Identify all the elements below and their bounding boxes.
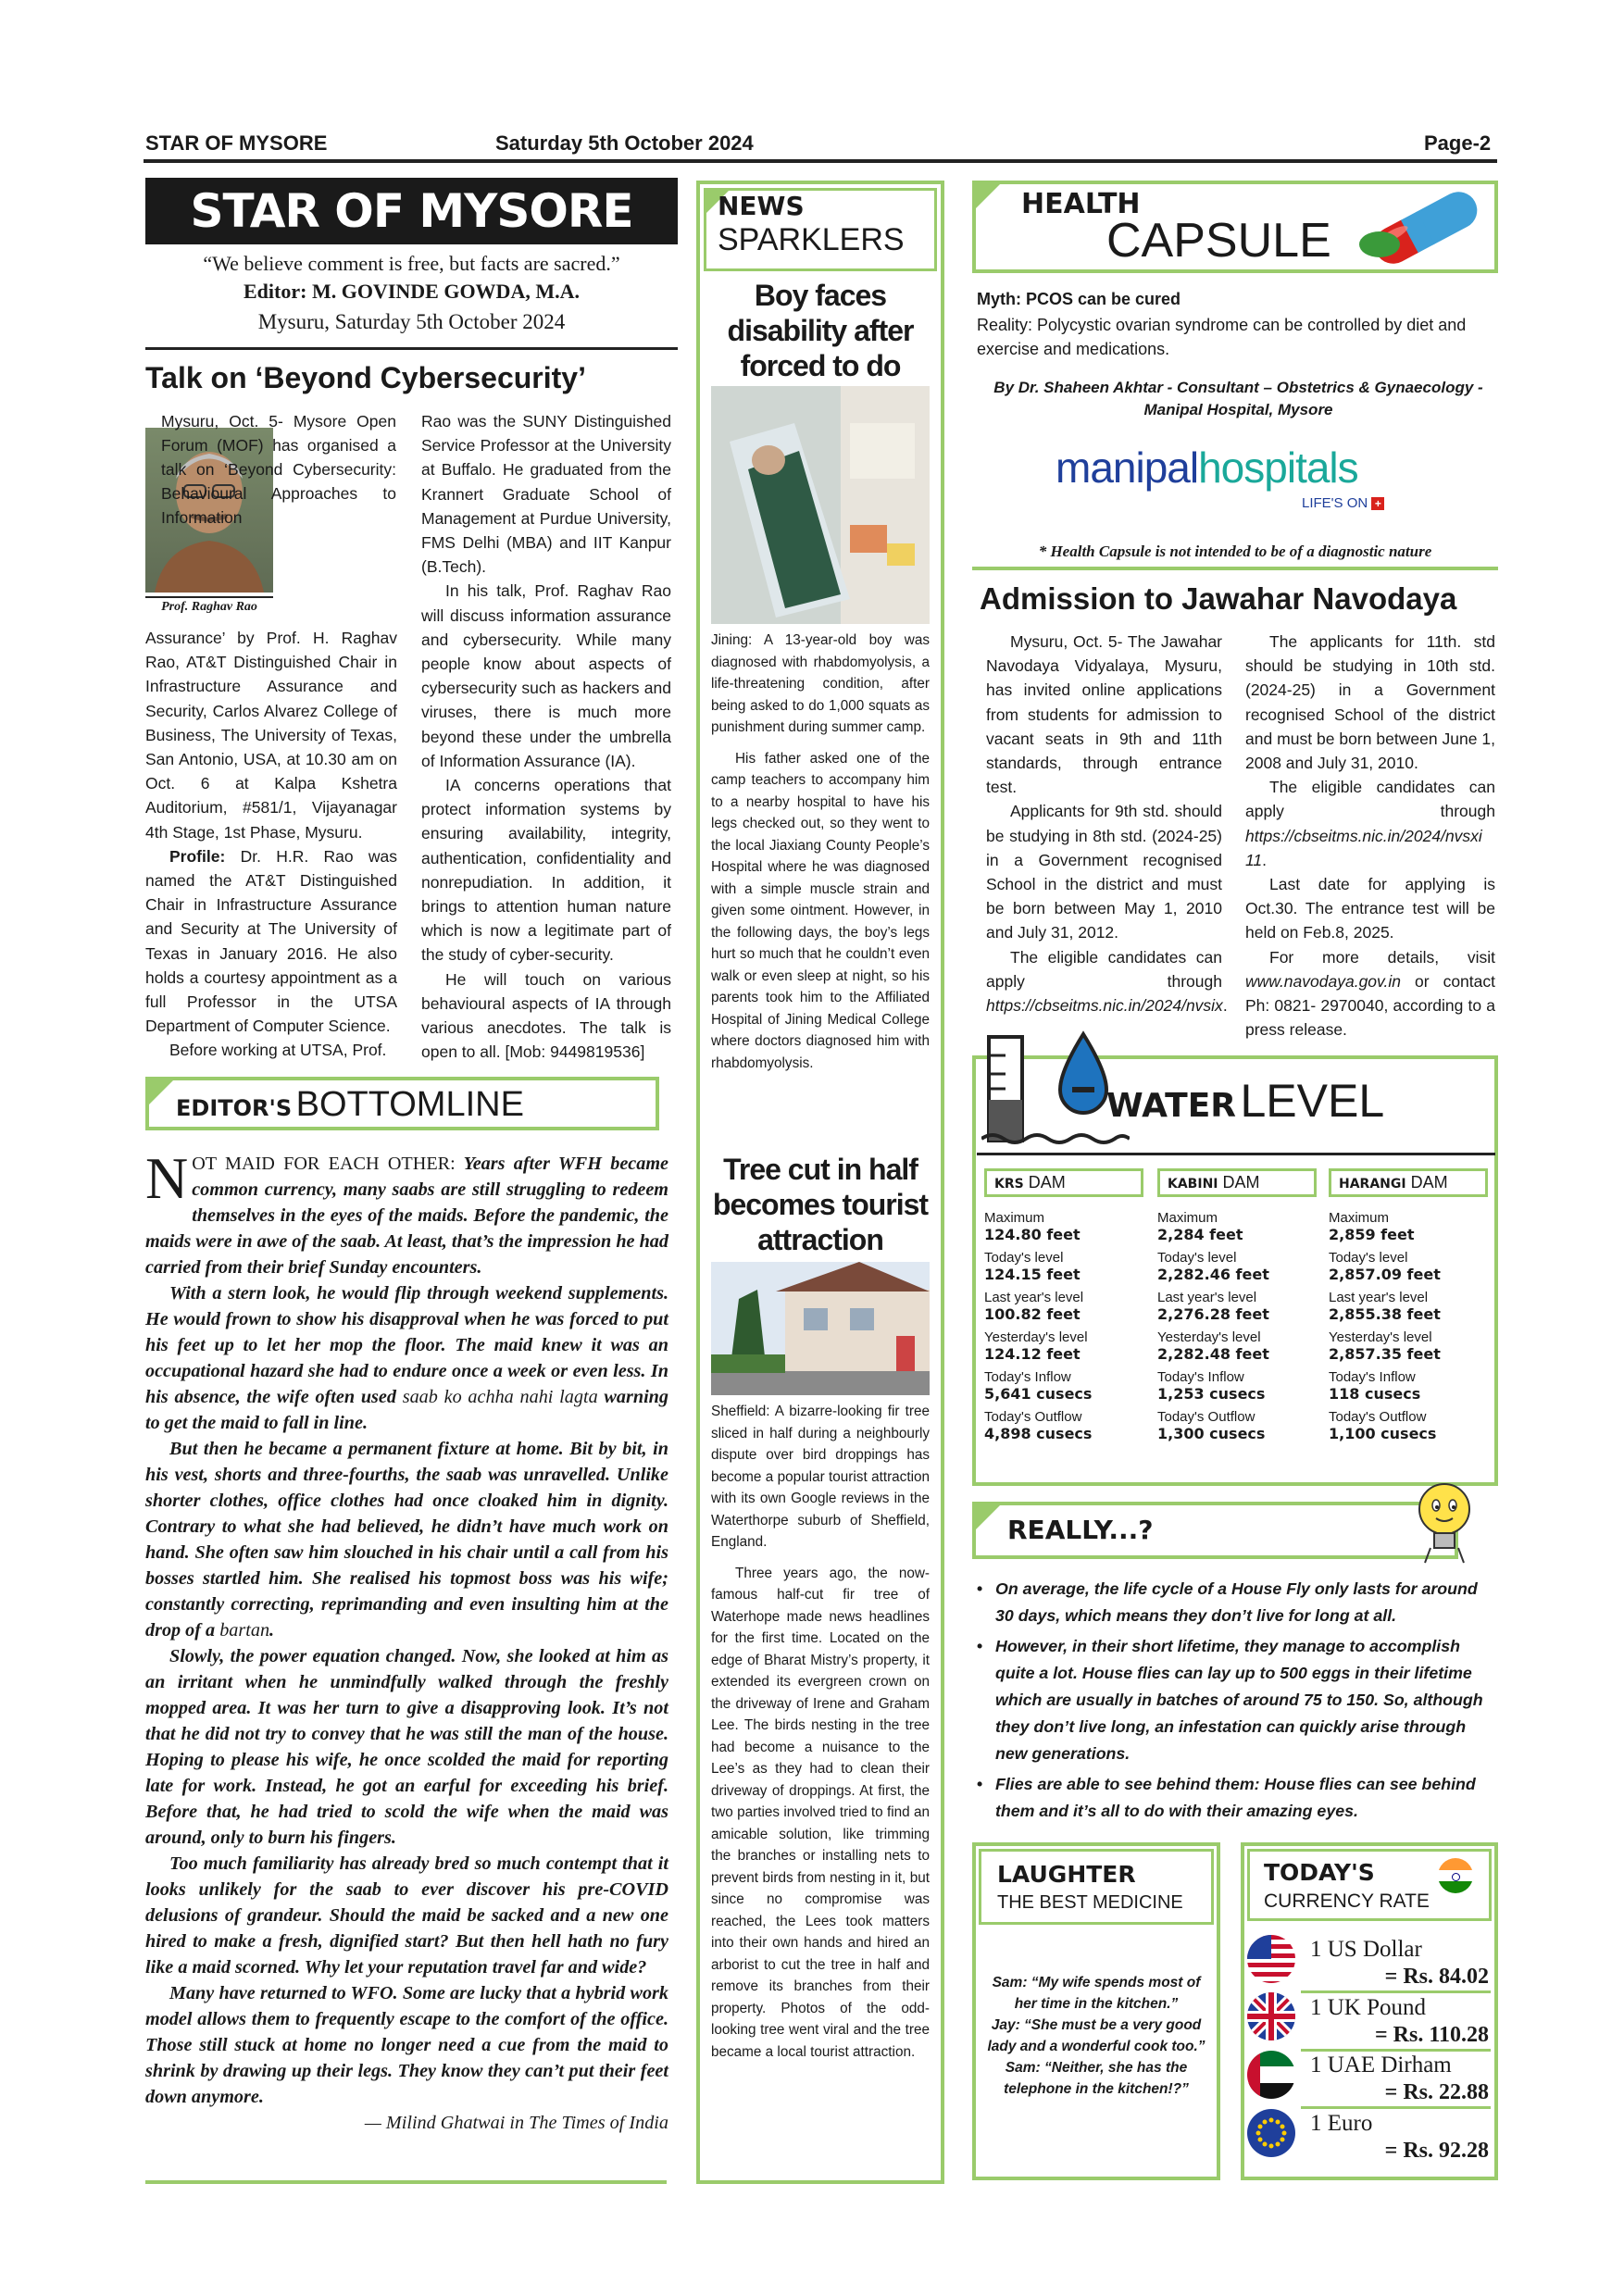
- manipal-tagline: LIFE'S ON +: [1302, 495, 1384, 511]
- editor-p2-hindi: saab ko achha nahi lagta: [402, 1387, 598, 1407]
- health-disclaimer: * Health Capsule is not intended to be of a diagnostic nature: [1038, 543, 1432, 560]
- india-flag-icon: [1438, 1858, 1473, 1893]
- sparkler-2-p2: Three years ago, the now-famous half-cut fir tree of Waterhope made news headlines for the first time. Located on the edge of Bharat Mistry’s property, it extended its evergreen crown on the driveway of Irene and Graham Lee. The birds nesting in the tree had become a nuisance to the Lee’s as they had to clean their driveway of droppings. At first, the two parties involved tried to find an amicable solution, like trimming the branches or installing nets to prevent birds from nesting in it, but since no compromise was reached, the Lees took matters into their own hands and hired an arborist to cut the tree in half and remove its branches from their property. Photos of the odd-looking tree went viral and the tree became a local tourist attraction.: [711, 1565, 930, 2060]
- editor-p5: Too much familiarity has already bred so much contempt that it looks unlikely for the saab to ever discover his pre-COVID delusions of grandeur. Should the maid be sacked and a new one hired to make a fresh, dignified start? But then hell hath no fury like a maid scorned. Why let your reputation travel far and wide?: [145, 1853, 668, 1978]
- cyber-column-1: [145, 626, 397, 1063]
- header-rule: [144, 159, 1497, 163]
- currency-gbp-value: = Rs. 110.28: [1374, 2023, 1489, 2047]
- navodaya-website-link[interactable]: www.navodaya.gov.in: [1245, 971, 1401, 991]
- masthead-banner: [145, 178, 678, 244]
- sparkler-1-p2: His father asked one of the camp teachers to accompany him to a nearby hospital to have his legs checked out, so they went to the local Jiaxiang County People’s Hospital where he was diagnosed with a simple muscle strain and given some ointment. However, in the following days, the boy’s legs hurt so much that he couldn’t even walk or even sleep at night, so his parents took him to the Affiliated Hospital of Jining Medical College where doctors diagnosed him with rhabdomyolysis.: [711, 750, 930, 1071]
- editor-label-corner: [145, 1077, 177, 1108]
- editor-p4: Slowly, the power equation changed. Now, she looked at him as an irritant when he unmindfully walked through the freshly mopped area. It was her turn to give a disapproving look. It’s not that he did not try to convey that he was still the man of the house. Hoping to please his wife, he once scolded the maid for reporting late for work. Instead, he got an earful for exceeding his brief. Before that, he had tried to scold the wife when the maid was around, only to burn his fingers.: [145, 1646, 668, 1848]
- really-label-corner: [972, 1502, 1004, 1533]
- currency-label-top: TODAY'S: [1264, 1859, 1375, 1886]
- currency-gbp-name: 1 UK Pound: [1310, 1995, 1427, 2020]
- editor-p1: Years after WFH became common currency, many saabs are still struggling to redeem themselves in the eyes of the maids. Before the pandemic, the maids were in awe of the saab. At least, that’s the impression he had carried from their brief Sunday encounters.: [145, 1154, 669, 1278]
- cyber-intro-beside-photo: Mysuru, Oct. 5- Mysore Open Forum (MOF) has organised a talk on ‘Beyond Cybersecurity: Behavioural Approaches to Information: [161, 412, 396, 527]
- navodaya-c1-p2: Applicants for 9th std. should be studying in 8th std. (2024-25) in a Government recognised School in the district and must be born between May 1, 2010 and July 31, 2012.: [986, 802, 1222, 942]
- capsule-icon: [1352, 181, 1500, 274]
- sparkler-1-headline: Boy faces disability after forced to do: [727, 279, 914, 382]
- cyber-col2-p4: He will touch on various behavioural aspects of IA through various anecdotes. The talk is open to all. [Mob: 9449819536]: [421, 969, 671, 1062]
- currency-divider: [1301, 2106, 1491, 2109]
- water-gauge-base: [977, 1153, 1495, 1155]
- water-level-label: WATER LEVEL: [1106, 1075, 1385, 1127]
- navodaya-c2-p2: The eligible candidates can apply through: [1245, 778, 1495, 821]
- uk-flag-icon: [1247, 1992, 1295, 2040]
- dam-krs: KRS DAM Maximum 124.80 feet Today's level 124.15 feet Last year's level 100.82 feet Yesterday's level 124.12 feet Today's Inflow 5,641 cusecs Today's Outflow 4,898 cusecs: [984, 1168, 1142, 1449]
- bullet-icon: •: [977, 1637, 983, 1655]
- currency-label-bottom: CURRENCY RATE: [1264, 1890, 1430, 1912]
- navodaya-c2-p1: The applicants for 11th. std should be studying in 10th std. (2024-25) in a Government recognised School of the district and must be born between June 1, 2008 and July 31, 2010.: [1245, 632, 1495, 773]
- navodaya-url-11th[interactable]: https://cbseitms.nic.in/2024/nvsxi 11: [1245, 826, 1482, 869]
- usa-flag-icon: [1247, 1935, 1295, 1983]
- krs-last-year: 100.82 feet: [984, 1305, 1081, 1323]
- kabini-today: 2,282.46 feet: [1157, 1266, 1269, 1283]
- sparkler-2-p1: Sheffield: A bizarre-looking fir tree sliced in half during a neighbourly dispute over bird droppings has become a popular tourist attraction with its own Google reviews in the Waterthorpe suburb of Sheffield, England.: [711, 1404, 930, 1550]
- sparkler-1-p1: Jining: A 13-year-old boy was diagnosed with rhabdomyolysis, a life-threatening condition, after being asked to do 1,000 squats as punishment during summer camp.: [711, 632, 930, 735]
- harangi-outflow: 1,100 cusecs: [1329, 1425, 1437, 1442]
- cyber-photo-caption: Prof. Raghav Rao: [145, 596, 273, 615]
- sparklers-label-top: NEWS: [718, 191, 805, 221]
- health-reality: Reality: Polycystic ovarian syndrome can be controlled by diet and exercise and medications.: [977, 316, 1467, 358]
- navodaya-c1-p3-end: .: [1222, 996, 1228, 1016]
- header-page-number: Page-2: [1424, 131, 1492, 155]
- health-label-bottom: CAPSULE: [1106, 214, 1331, 268]
- laughter-label-top: LAUGHTER: [997, 1861, 1136, 1888]
- joke-line-2: Jay: “She must be a very good lady and a wonderful cook too.”: [987, 2017, 1206, 2054]
- euro-flag-icon: [1247, 2109, 1295, 2157]
- really-item-2: However, in their short lifetime, they manage to accomplish quite a lot. House flies can lay up to 500 eggs in their lifetime which are usually in batches of around 75 to 150. So, although they don’t live long, an infestation can quickly arise through new generations.: [995, 1637, 1483, 1763]
- editor-lead-caps: OT MAID FOR EACH OTHER:: [192, 1154, 456, 1174]
- currency-divider: [1301, 1990, 1491, 1993]
- health-myth: Myth: PCOS can be cured: [977, 290, 1181, 308]
- navodaya-c1-p3: The eligible candidates can apply through: [986, 947, 1222, 991]
- really-item-3: Flies are able to see behind them: House flies can see behind them and it’s all to do with their amazing eyes.: [995, 1775, 1476, 1820]
- sparklers-frame-left: [696, 181, 700, 2184]
- health-bottom-rule: [972, 567, 1498, 570]
- laughter-label-bottom: THE BEST MEDICINE: [997, 1892, 1183, 1913]
- kabini-outflow: 1,300 cusecs: [1157, 1425, 1266, 1442]
- bullet-icon: •: [977, 1775, 983, 1793]
- joke-line-3: Sam: “Neither, she has the telephone in the kitchen!?”: [1004, 2060, 1189, 2097]
- bulb-icon: [1412, 1479, 1477, 1565]
- dam-harangi: HARANGI DAM Maximum 2,859 feet Today's level 2,857.09 feet Last year's level 2,855.38 feet Yesterday's level 2,857.35 feet Today's Inflow 118 cusecs Today's Outflow 1,100 cusecs: [1329, 1168, 1486, 1449]
- health-label-corner: [972, 181, 1004, 212]
- navodaya-c2-p3: Last date for applying is Oct.30. The entrance test will be held on Feb.8, 2025.: [1245, 875, 1495, 942]
- editor-body: [145, 1145, 669, 2136]
- navodaya-c2-p2-end: .: [1262, 850, 1268, 869]
- editor-p2-end: warning to get the maid to fall in line.: [145, 1387, 668, 1433]
- dam-harangi-title: HARANGI DAM: [1329, 1168, 1488, 1197]
- sparklers-frame-right: [941, 181, 944, 2184]
- krs-today: 124.15 feet: [984, 1266, 1081, 1283]
- krs-inflow: 5,641 cusecs: [984, 1385, 1093, 1403]
- masthead-title: STAR OF MYSORE: [190, 184, 633, 238]
- navodaya-column-2: [1245, 630, 1495, 1042]
- cyber-column-2: [421, 409, 671, 1064]
- krs-yesterday: 124.12 feet: [984, 1345, 1081, 1363]
- really-item-1: On average, the life cycle of a House Fly only lasts for around 30 days, which means they don’t live for long at all.: [995, 1579, 1478, 1625]
- joke-line-1: Sam: “My wife spends most of her time in the kitchen.”: [992, 1975, 1201, 2012]
- bullet-icon: •: [977, 1579, 983, 1598]
- health-byline: By Dr. Shaheen Akhtar - Consultant – Obstetrics & Gynaecology - Manipal Hospital, Mysore: [993, 379, 1483, 418]
- sparklers-label-bottom: SPARKLERS: [718, 222, 905, 257]
- kabini-yesterday: 2,282.48 feet: [1157, 1345, 1269, 1363]
- navodaya-headline: Admission to Jawahar Navodaya: [980, 581, 1457, 616]
- cyber-profile-label: Profile:: [169, 846, 226, 866]
- cyber-headline: Talk on ‘Beyond Cybersecurity’: [145, 361, 586, 394]
- krs-max: 124.80 feet: [984, 1226, 1081, 1243]
- cyber-intro-rest: Assurance’ by Prof. H. Raghav Rao, AT&T Distinguished Chair in Infrastructure Assurance and Security, Carlos Alvarez College of Business, The University of Texas, San Antonio, USA, at 10.30 am on Oct. 6 at Kalpa Kshetra Auditorium, #581/1, Vijayanagar 4th Stage, 1st Phase, Mysuru.: [145, 629, 397, 842]
- harangi-max: 2,859 feet: [1329, 1226, 1415, 1243]
- cyber-col2-p1: Rao was the SUNY Distinguished Service Professor at the University at Buffalo. He graduated from the Krannert Graduate School of Management at Purdue University, FMS Delhi (MBA) and IIT Kanpur (B.Tech).: [421, 412, 671, 577]
- sparklers-frame-top: [696, 181, 944, 184]
- cyber-col1-last: Before working at UTSA, Prof.: [169, 1041, 387, 1060]
- harangi-inflow: 118 cusecs: [1329, 1385, 1421, 1403]
- uae-flag-icon: [1247, 2051, 1295, 2099]
- editor-p3: But then he became a permanent fixture at home. Bit by bit, in his vest, shorts and three-fourths, the saab was unravelled. Unlike shorter clothes, office clothes had once cloaked him in dignity. Contrary to what she had believed, he didn’t have much work on hand. She often saw him slouched in his chair until a call from his bosses startled him. She realised his topmost boss was his wife; constantly correcting, reprimanding and even insulting him at the drop of a: [145, 1439, 668, 1641]
- currency-usd-value: = Rs. 84.02: [1384, 1965, 1489, 1989]
- currency-eur-name: 1 Euro: [1310, 2111, 1373, 2136]
- editor-label: EDITOR'S BOTTOMLINE: [176, 1085, 524, 1124]
- currency-eur-value: = Rs. 92.28: [1384, 2139, 1489, 2163]
- really-label: REALLY...?: [1007, 1515, 1154, 1545]
- masthead-editor: Editor: M. GOVINDE GOWDA, M.A.: [244, 280, 580, 303]
- laughter-joke: [986, 1972, 1206, 2100]
- left-bottom-rule: [145, 2180, 667, 2184]
- plus-icon: +: [1371, 497, 1384, 510]
- sparkler-2-photo: [711, 1262, 930, 1395]
- masthead-rule: [145, 347, 678, 350]
- sparkler-2-body: [711, 1401, 930, 2063]
- dam-krs-title: KRS DAM: [984, 1168, 1143, 1197]
- editor-p3-hindi: bartan: [219, 1620, 270, 1641]
- header-paper-name: STAR OF MYSORE: [145, 131, 328, 155]
- editor-p2: With a stern look, he would flip through weekend supplements. He would frown to show his disapproval when he was forced to put his feet up to let her mop the floor. The maid knew it was an occupational hazard she had to endure once a week or even less. In his absence, the wife often used: [145, 1283, 668, 1407]
- editor-credit: — Milind Ghatwai in The Times of India: [364, 2113, 668, 2133]
- health-label-top: HEALTH: [1021, 188, 1141, 220]
- editor-p6: Many have returned to WFO. Some are lucky that a hybrid work model allows them to frequently escape to the comfort of the office. Those still stuck at home no longer need a cue from the maid to shrink by drawing up their legs. They know they can’t put their feet down anymore.: [145, 1983, 668, 2107]
- sparkler-1-body: [711, 630, 930, 1074]
- cyber-col2-p2: In his talk, Prof. Raghav Rao will discuss information assurance and cybersecurity. While many people know about aspects of cybersecurity such as hackers and viruses, there is much more beyond these under the umbrella of Information Assurance (IA).: [421, 581, 671, 770]
- currency-aed-name: 1 UAE Dirham: [1310, 2053, 1452, 2078]
- manipal-logo: manipalhospitals: [1056, 443, 1358, 492]
- navodaya-c1-p1: Mysuru, Oct. 5- The Jawahar Navodaya Vidyalaya, Mysuru, has invited online applications from students for admission to vacant seats in 9th and 11th standards, through entrance test.: [986, 632, 1222, 797]
- kabini-last-year: 2,276.28 feet: [1157, 1305, 1269, 1323]
- krs-outflow: 4,898 cusecs: [984, 1425, 1093, 1442]
- masthead-motto: “We believe comment is free, but facts are sacred.”: [203, 252, 620, 275]
- navodaya-url-9th[interactable]: https://cbseitms.nic.in/2024/nvsix: [986, 996, 1223, 1016]
- kabini-inflow: 1,253 cusecs: [1157, 1385, 1266, 1403]
- sparkler-2-headline: Tree cut in half becomes tourist attraction: [712, 1153, 929, 1256]
- currency-aed-value: = Rs. 22.88: [1384, 2080, 1489, 2104]
- sparkler-1-photo: [711, 386, 930, 624]
- currency-divider: [1301, 2049, 1491, 2052]
- cyber-col2-p3: IA concerns operations that protect information systems by ensuring availability, integrity, authentication, confidentiality and nonrepudiation. In addition, it brings to attention human nature which is now a legitimate part of the study of cyber-security.: [421, 776, 671, 965]
- navodaya-c2-p4-end: or contact Ph: 0821- 2970040, according to a press release.: [1245, 971, 1495, 1040]
- kabini-max: 2,284 feet: [1157, 1226, 1243, 1243]
- editor-dropcap: N: [145, 1145, 189, 1211]
- sparklers-frame-bottom: [696, 2180, 944, 2184]
- editor-p3-end: .: [269, 1620, 275, 1641]
- masthead-dateline: Mysuru, Saturday 5th October 2024: [257, 310, 566, 333]
- cyber-profile-text: Dr. H.R. Rao was named the AT&T Distinguished Chair in Infrastructure Assurance and Security at The University of Texas in January 2016. He also holds a courtesy appointment as a full Professor in the UTSA Department of Computer Science.: [145, 846, 397, 1036]
- navodaya-c2-p4: For more details, visit: [1269, 947, 1495, 967]
- dam-kabini-title: KABINI DAM: [1157, 1168, 1317, 1197]
- navodaya-column-1: [986, 630, 1228, 1017]
- harangi-yesterday: 2,857.35 feet: [1329, 1345, 1441, 1363]
- dam-kabini: KABINI DAM Maximum 2,284 feet Today's level 2,282.46 feet Last year's level 2,276.28 feet Yesterday's level 2,282.48 feet Today's Inflow 1,253 cusecs Today's Outflow 1,300 cusecs: [1157, 1168, 1315, 1449]
- really-list: [977, 1576, 1495, 1825]
- harangi-last-year: 2,855.38 feet: [1329, 1305, 1441, 1323]
- harangi-today: 2,857.09 feet: [1329, 1266, 1441, 1283]
- currency-usd-name: 1 US Dollar: [1310, 1937, 1422, 1962]
- header-date: Saturday 5th October 2024: [495, 131, 754, 155]
